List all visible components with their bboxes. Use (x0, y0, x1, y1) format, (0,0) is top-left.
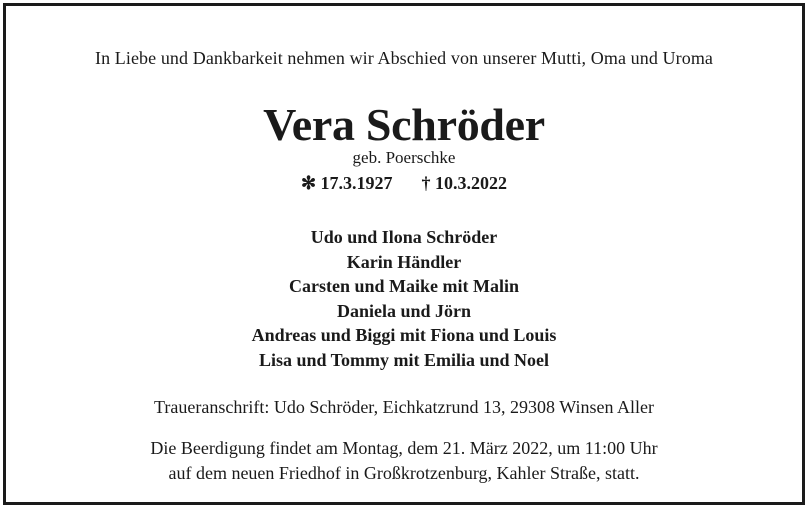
maiden-name: geb. Poerschke (352, 148, 456, 167)
mourner-line: Carsten und Maike mit Malin (288, 276, 519, 296)
funeral-line-1: Die Beerdigung findet am Montag, dem 21. März 2022, um 11:00 Uhr (150, 438, 658, 458)
birth-date: 17.3.1927 (320, 173, 393, 193)
death-date: 10.3.2022 (435, 173, 508, 193)
mourners-list (0, 225, 808, 372)
mourner-line: Karin Händler (346, 251, 462, 272)
intro-text: In Liebe und Dankbarkeit nehmen wir Abschied von unserer Mutti, Oma und Uroma (94, 48, 714, 68)
mourner-line: Lisa und Tommy mit Emilia und Noel (258, 349, 550, 370)
mourner-line: Udo und Ilona Schröder (310, 227, 498, 247)
birth-star-icon: ✻ (300, 173, 317, 193)
death-cross-icon: † (421, 173, 431, 193)
mourner-line: Daniela und Jörn (336, 300, 472, 321)
mourning-address: Traueranschrift: Udo Schröder, Eichkatzrund 13, 29308 Winsen Aller (154, 397, 654, 417)
funeral-line-2: auf dem neuen Friedhof in Großkrotzenburg, Kahler Straße, statt. (168, 463, 640, 483)
life-dates (0, 173, 808, 194)
deceased-name: Vera Schröder (263, 99, 545, 150)
funeral-info (0, 436, 808, 486)
mourner-line: Andreas und Biggi mit Fiona und Louis (251, 325, 557, 345)
